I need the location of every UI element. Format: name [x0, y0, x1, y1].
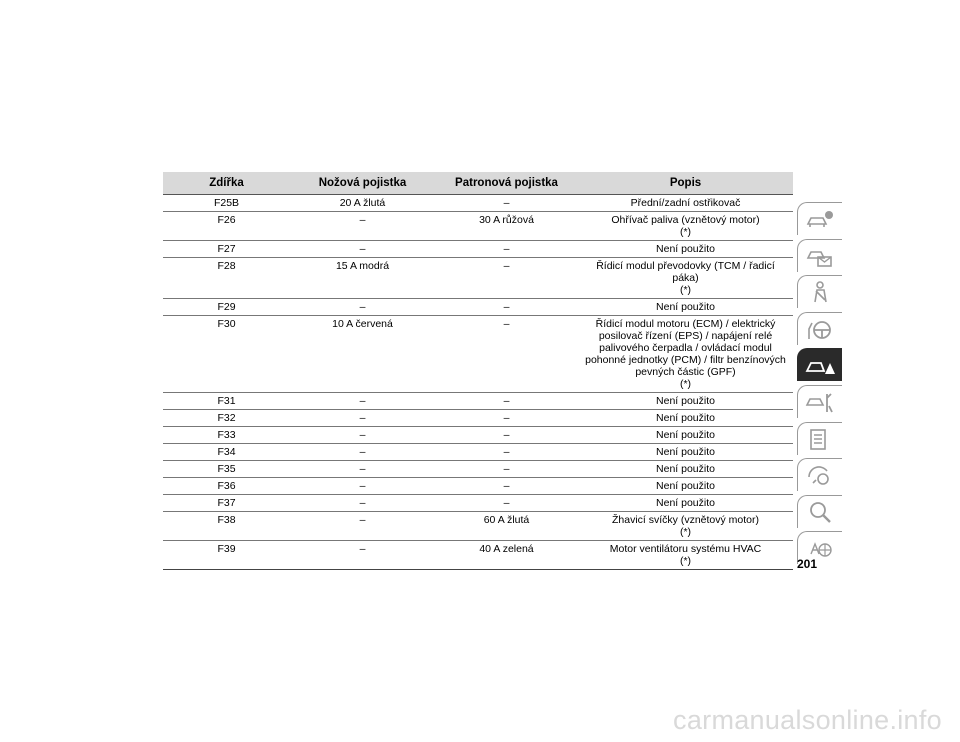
- chapter-tab[interactable]: [797, 202, 842, 235]
- cell-slot: F29: [163, 299, 290, 316]
- watermark: carmanualsonline.info: [673, 705, 942, 735]
- table-row: [163, 299, 793, 316]
- cell-cartridge-fuse: –: [435, 478, 578, 495]
- header-cartridge-fuse: Patronová pojistka: [435, 172, 578, 195]
- chapter-tab[interactable]: [797, 239, 842, 272]
- cell-description: Není použito: [578, 241, 793, 258]
- cell-cartridge-fuse: –: [435, 495, 578, 512]
- table-row: [163, 258, 793, 299]
- chapter-tab[interactable]: [797, 312, 842, 345]
- table-row: [163, 478, 793, 495]
- table-row: [163, 241, 793, 258]
- table-row: [163, 316, 793, 393]
- table-row: [163, 410, 793, 427]
- cell-description: Není použito: [578, 461, 793, 478]
- table-row: [163, 444, 793, 461]
- table-row: [163, 393, 793, 410]
- cell-description: Není použito: [578, 299, 793, 316]
- chapter-tab[interactable]: [797, 385, 842, 418]
- cell-blade-fuse: –: [290, 427, 435, 444]
- cell-blade-fuse: 15 A modrá: [290, 258, 435, 299]
- search-index-icon: [805, 500, 835, 524]
- cell-cartridge-fuse: 60 A žlutá: [435, 512, 578, 541]
- chapter-tab[interactable]: [797, 275, 842, 308]
- cell-cartridge-fuse: –: [435, 393, 578, 410]
- cell-cartridge-fuse: 40 A zelená: [435, 541, 578, 570]
- chapter-tab[interactable]: [797, 422, 842, 455]
- cell-cartridge-fuse: –: [435, 461, 578, 478]
- cell-cartridge-fuse: –: [435, 444, 578, 461]
- cell-description: Není použito: [578, 410, 793, 427]
- cell-slot: F34: [163, 444, 290, 461]
- cell-cartridge-fuse: –: [435, 299, 578, 316]
- cell-cartridge-fuse: –: [435, 241, 578, 258]
- chapter-tab[interactable]: [797, 495, 842, 528]
- specifications-list-icon: [805, 427, 835, 451]
- cell-slot: F36: [163, 478, 290, 495]
- cell-blade-fuse: –: [290, 461, 435, 478]
- cell-slot: F33: [163, 427, 290, 444]
- cell-blade-fuse: –: [290, 393, 435, 410]
- table-row: [163, 495, 793, 512]
- page-number: 201: [796, 557, 818, 571]
- cell-description: Řídicí modul motoru (ECM) / elektrický posilovač řízení (EPS) / napájení relé palivového čerpadla / ovládací modul pohonné jednotky (PCM) / filtr benzínových pevných částic (GPF) (*): [578, 316, 793, 393]
- cell-slot: F28: [163, 258, 290, 299]
- table-row: [163, 541, 793, 570]
- cell-blade-fuse: –: [290, 512, 435, 541]
- cell-slot: F37: [163, 495, 290, 512]
- car-info-icon: [805, 207, 835, 231]
- seatbelt-safety-icon: [805, 280, 835, 304]
- table-header-row: [163, 172, 793, 195]
- cell-slot: F32: [163, 410, 290, 427]
- header-slot: Zdířka: [163, 172, 290, 195]
- cell-description: Přední/zadní ostřikovač: [578, 195, 793, 212]
- cell-slot: F26: [163, 212, 290, 241]
- cell-slot: F39: [163, 541, 290, 570]
- cell-cartridge-fuse: –: [435, 195, 578, 212]
- cell-slot: F31: [163, 393, 290, 410]
- cell-blade-fuse: –: [290, 299, 435, 316]
- multimedia-icon: [805, 463, 835, 487]
- header-description: Popis: [578, 172, 793, 195]
- cell-description: Není použito: [578, 495, 793, 512]
- cell-description: Řídicí modul převodovky (TCM / řadicí páka) (*): [578, 258, 793, 299]
- cell-description: Není použito: [578, 393, 793, 410]
- header-blade-fuse: Nožová pojistka: [290, 172, 435, 195]
- cell-description: Ohřívač paliva (vznětový motor) (*): [578, 212, 793, 241]
- cell-description: Není použito: [578, 478, 793, 495]
- car-warning-icon: [805, 353, 835, 377]
- cell-cartridge-fuse: –: [435, 316, 578, 393]
- cell-slot: F30: [163, 316, 290, 393]
- car-mail-icon: [805, 244, 835, 268]
- cell-description: Není použito: [578, 427, 793, 444]
- cell-description: Motor ventilátoru systému HVAC (*): [578, 541, 793, 570]
- cell-cartridge-fuse: –: [435, 410, 578, 427]
- cell-blade-fuse: –: [290, 212, 435, 241]
- cell-blade-fuse: –: [290, 410, 435, 427]
- steering-wheel-icon: [805, 317, 835, 341]
- cell-blade-fuse: –: [290, 478, 435, 495]
- fuse-table: [163, 172, 793, 570]
- cell-blade-fuse: 10 A červená: [290, 316, 435, 393]
- cell-slot: F27: [163, 241, 290, 258]
- table-row: [163, 512, 793, 541]
- cell-cartridge-fuse: 30 A růžová: [435, 212, 578, 241]
- table-row: [163, 461, 793, 478]
- cell-slot: F38: [163, 512, 290, 541]
- cell-slot: F25B: [163, 195, 290, 212]
- table-row: [163, 427, 793, 444]
- cell-description: Žhavicí svíčky (vznětový motor) (*): [578, 512, 793, 541]
- table-row: [163, 212, 793, 241]
- cell-blade-fuse: 20 A žlutá: [290, 195, 435, 212]
- car-service-tools-icon: [805, 390, 835, 414]
- cell-cartridge-fuse: –: [435, 258, 578, 299]
- cell-cartridge-fuse: –: [435, 427, 578, 444]
- cell-blade-fuse: –: [290, 495, 435, 512]
- cell-blade-fuse: –: [290, 241, 435, 258]
- chapter-tabs: [797, 202, 841, 568]
- table-row: [163, 195, 793, 212]
- chapter-tab[interactable]: [797, 458, 842, 491]
- cell-description: Není použito: [578, 444, 793, 461]
- chapter-tab[interactable]: [797, 348, 842, 381]
- cell-blade-fuse: –: [290, 541, 435, 570]
- cell-blade-fuse: –: [290, 444, 435, 461]
- cell-slot: F35: [163, 461, 290, 478]
